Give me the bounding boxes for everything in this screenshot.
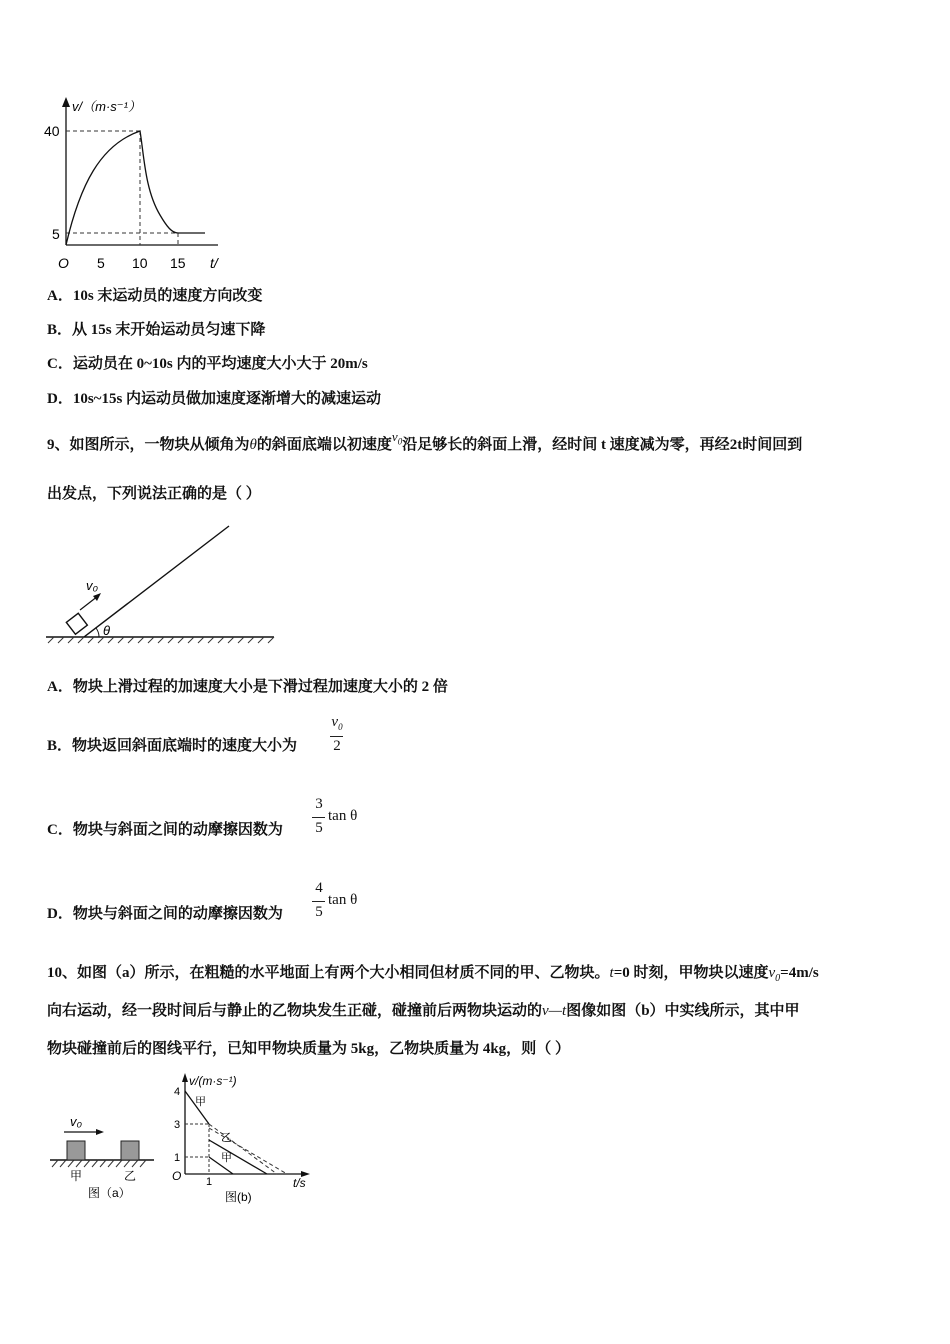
q9-option-d-fraction [312, 880, 328, 926]
q9-fig-v0: v₀ [86, 578, 98, 593]
q9-block [66, 613, 87, 634]
q9-stem-b: 的斜面底端以初速度 [256, 437, 392, 453]
q9-theta: θ [249, 437, 257, 453]
q9-angle-arc [96, 628, 99, 637]
q10-stem-line3: 物块碰撞前后的图线平行，已知甲物块质量为 5kg，乙物块质量为 4kg，则（ ） [47, 1041, 570, 1057]
fig8-xtick-15: 15 [170, 255, 186, 271]
q9-two-t: 2t [729, 437, 743, 453]
q10b-label-jia-after: 甲 [221, 1152, 232, 1164]
q9-incline [84, 526, 229, 637]
q8-option-a: A．10s 末运动员的速度方向改变 [47, 288, 263, 304]
fig8-y-arrow [62, 97, 70, 107]
fig8-ytick-5: 5 [52, 226, 60, 242]
q10-stem-line1: 10、如图（a）所示，在粗糙的水平地面上有两个大小相同但材质不同的甲、乙物块。t=0 时刻，甲物块以速度$v_0=4m/s$ [47, 965, 819, 984]
q8-option-d: D．10s~15s 内运动员做加速度逐渐增大的减速运动 [47, 391, 382, 407]
q10a-block-yi [121, 1141, 139, 1160]
q10b-caption: 图(b) [225, 1190, 252, 1204]
q9-stem-d: 时间回到 [742, 437, 803, 453]
q9-v0: $v_0$ [391, 429, 403, 447]
q10a-ground-hatch [52, 1160, 146, 1167]
q9-option-d-numerator: 4 [315, 880, 323, 896]
fig8-xtick-5: 5 [97, 255, 105, 271]
q9-option-b: B．物块返回斜面底端时的速度大小为 [47, 738, 298, 754]
q10b-x1: 1 [206, 1176, 213, 1188]
q9-v0-arrowhead [93, 593, 101, 601]
q10b-jia-extension [209, 1124, 277, 1174]
q9-option-b-denominator: 2 [333, 738, 341, 754]
q9-stem-c: 沿足够长的斜面上滑，经时间 t 速度减为零，再经 [402, 437, 730, 453]
q10a-label-yi: 乙 [124, 1169, 137, 1183]
q9-option-c-fraction [312, 796, 328, 842]
q9-stem-line1 [47, 429, 803, 460]
q10b-label-yi: 乙 [221, 1132, 232, 1144]
q9-option-c-numerator: 3 [315, 796, 323, 812]
q9-option-a: A．物块上滑过程的加速度大小是下滑过程加速度大小的 2 倍 [47, 679, 448, 695]
q10a-caption: 图（a） [88, 1186, 131, 1200]
q10a-v0-label: v₀ [70, 1114, 82, 1129]
q9-option-d-tan: tan θ [328, 892, 358, 908]
q10b-origin: O [172, 1169, 182, 1183]
q9-option-b-bar [330, 736, 343, 737]
q10a-block-jia [67, 1141, 85, 1160]
fig8-vt-graph [40, 95, 240, 275]
q10-stem-line2: 向右运动，经一段时间后与静止的乙物块发生正碰，碰撞前后两物块运动的v—t图像如图（b）中实线所示，其中甲 [47, 1003, 800, 1019]
q9-option-d-denominator: 5 [315, 904, 323, 920]
q10-figure-b [165, 1068, 315, 1208]
q9-stem-a: 9、如图所示，一物块从倾角为 [47, 437, 250, 453]
q10a-v0-arrowhead [96, 1129, 104, 1135]
fig8-xtick-10: 10 [132, 255, 148, 271]
fig8-ytick-40: 40 [44, 123, 60, 139]
q9-fig-theta: θ [103, 623, 111, 638]
q9-option-c-denominator: 5 [315, 820, 323, 836]
q10-figure-a [48, 1100, 158, 1210]
fig8-xlabel: t/ [210, 255, 218, 271]
q9-option-b-fraction [330, 714, 346, 760]
fig8-velocity-curve [66, 131, 205, 245]
q9-ground-hatch [48, 637, 274, 643]
q9-stem-line2: 出发点，下列说法正确的是（ ） [47, 486, 261, 502]
q10a-label-jia: 甲 [70, 1169, 83, 1183]
fig8-origin: O [58, 255, 69, 271]
q10b-y1: 1 [174, 1152, 181, 1164]
q10b-y-arrow [182, 1073, 188, 1082]
q10b-xlabel: t/s [293, 1176, 306, 1190]
q10b-y4: 4 [174, 1086, 181, 1098]
q9-incline-figure [44, 522, 279, 647]
q9-option-d: D．物块与斜面之间的动摩擦因数为 [47, 906, 283, 922]
fig8-ylabel: v/（m·s⁻¹） [72, 99, 141, 114]
q8-option-c: C．运动员在 0~10s 内的平均速度大小大于 20m/s [47, 356, 368, 372]
q9-option-c-bar [312, 817, 325, 818]
q9-option-c: C．物块与斜面之间的动摩擦因数为 [47, 822, 283, 838]
q10b-y3: 3 [174, 1119, 181, 1131]
q9-option-b-numerator: $v_0$ [331, 714, 343, 732]
q9-option-d-bar [312, 901, 325, 902]
q10b-label-jia-before: 甲 [195, 1096, 206, 1108]
q9-option-c-tan: tan θ [328, 808, 358, 824]
q8-option-b: B．从 15s 末开始运动员匀速下降 [47, 322, 266, 338]
q10b-ylabel: v/(m·s⁻¹) [189, 1074, 237, 1088]
